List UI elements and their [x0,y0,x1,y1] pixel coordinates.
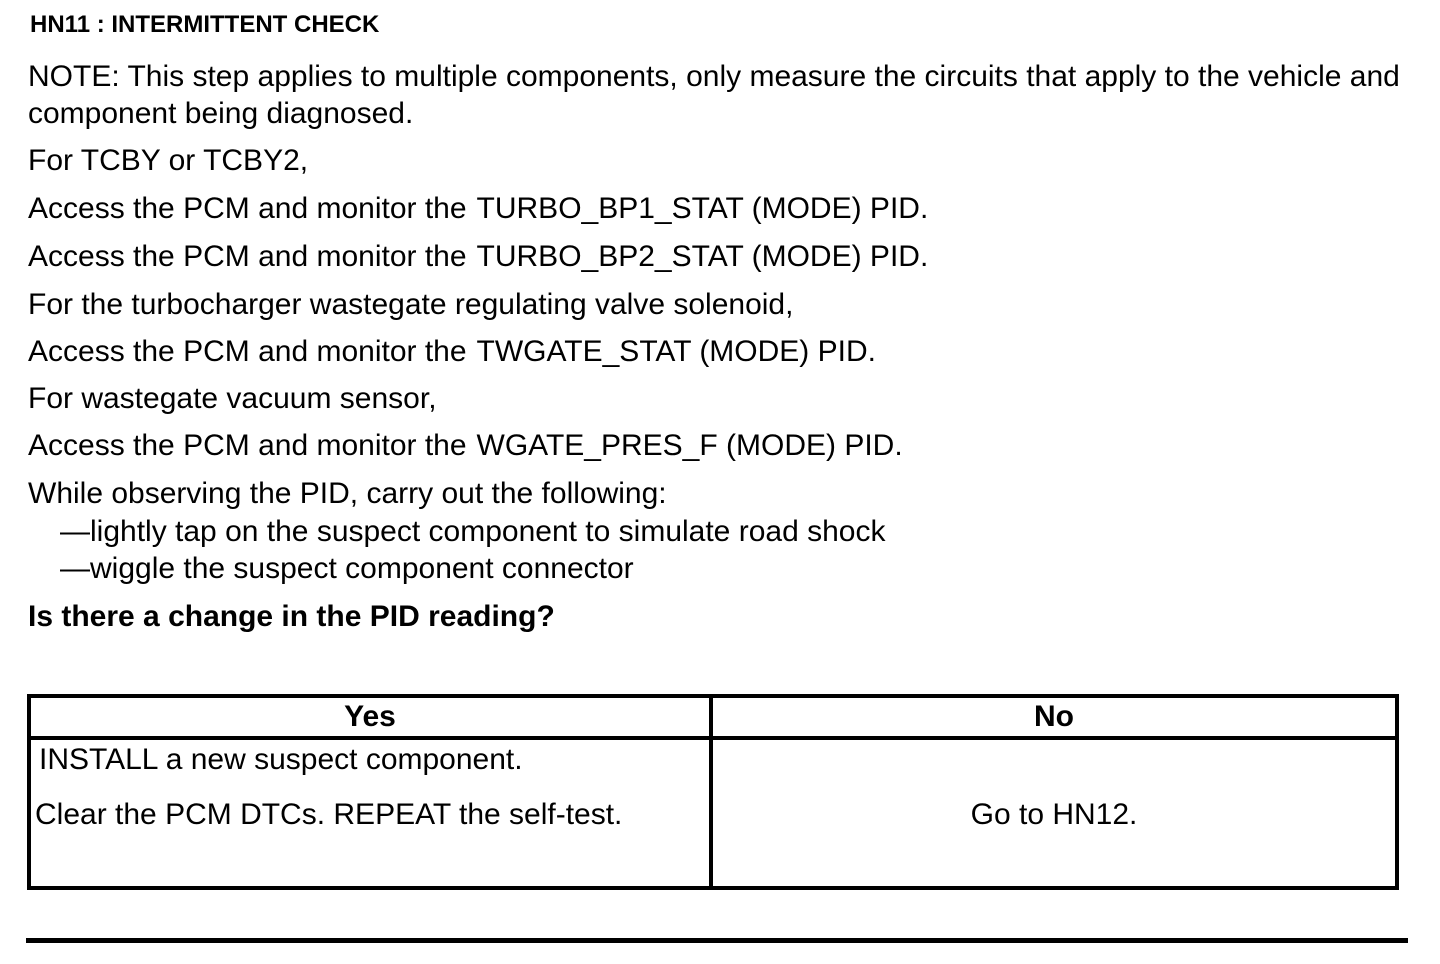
instruction-line-bp1 [28,190,928,228]
no-action-goto: Go to HN12. [970,798,1138,831]
instruction-line-tcby: For TCBY or TCBY2, [28,144,309,177]
instruction-text: Access the PCM and monitor the [28,429,467,462]
instruction-subitem-wiggle: —wiggle the suspect component connector [60,552,634,585]
decision-table [27,694,1399,890]
instruction-line-bp2 [28,238,928,276]
yes-header: Yes [29,696,711,738]
pid-name-bp2: TURBO_BP2_STAT (MODE) PID. [476,240,929,273]
yes-cell [29,738,711,888]
no-cell [711,738,1397,888]
instruction-text: Access the PCM and monitor the [28,192,467,225]
instruction-line-wgate-pres [28,427,903,465]
instruction-line-wastegate-solenoid: For the turbocharger wastegate regulating valve solenoid, [28,288,794,321]
no-header: No [711,696,1397,738]
instruction-line-vacuum-sensor: For wastegate vacuum sensor, [28,382,437,415]
diagnostic-question: Is there a change in the PID reading? [28,600,555,633]
pid-name-bp1: TURBO_BP1_STAT (MODE) PID. [476,192,929,225]
note-paragraph: NOTE: This step applies to multiple components, only measure the circuits that apply to the vehicle and component being diagnosed. [28,60,1400,130]
yes-action-install: INSTALL a new suspect component. [39,743,523,776]
bottom-divider [26,938,1408,943]
pid-name-twgate: TWGATE_STAT (MODE) PID. [476,335,876,368]
step-heading: HN11 : INTERMITTENT CHECK [30,11,380,38]
table-header-row [29,696,1397,738]
instruction-subitem-tap: —lightly tap on the suspect component to simulate road shock [60,515,886,548]
pid-name-wgate-pres: WGATE_PRES_F (MODE) PID. [476,429,903,462]
instruction-text: Access the PCM and monitor the [28,335,467,368]
instruction-line-twgate [28,333,876,371]
yes-action-clear: Clear the PCM DTCs. REPEAT the self-test. [35,798,623,831]
instruction-text: Access the PCM and monitor the [28,240,467,273]
instruction-line-observe: While observing the PID, carry out the following: [28,477,667,510]
table-row [29,738,1397,888]
